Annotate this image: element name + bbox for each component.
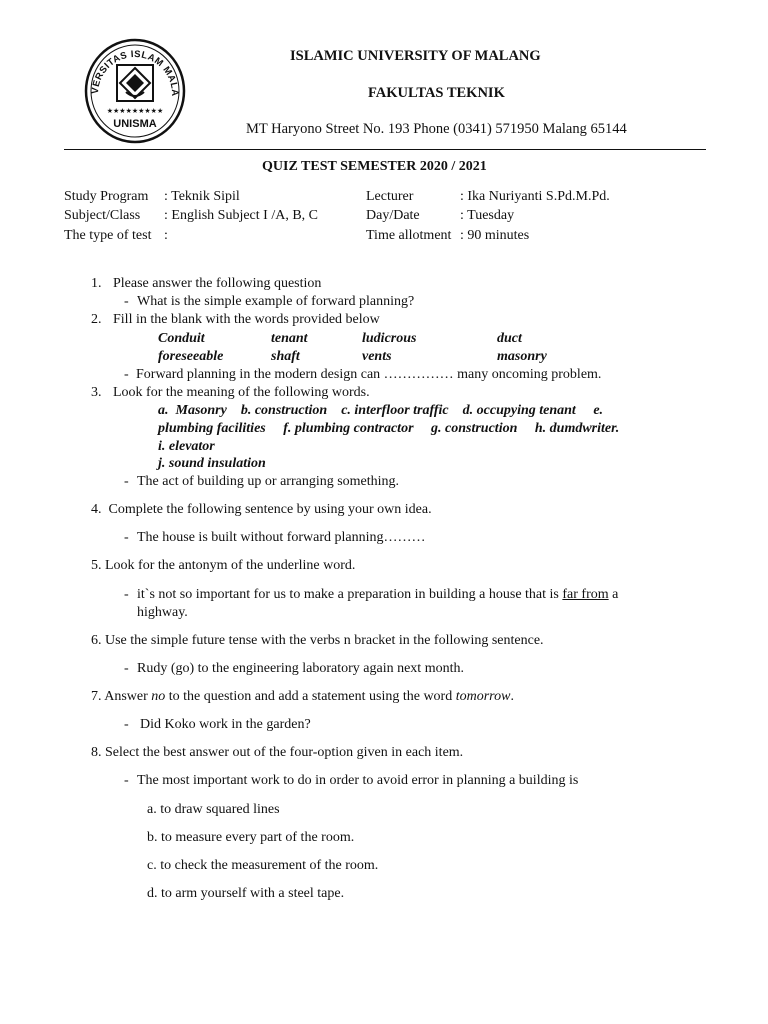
q5-sub xyxy=(137,587,618,603)
q5-sub-line-2: highway. xyxy=(137,605,188,620)
q4-sub: The house is built without forward planning……… xyxy=(137,530,426,545)
q4-dash: - xyxy=(124,530,129,545)
q7-dash: - xyxy=(124,717,129,732)
q8-dash: - xyxy=(124,773,129,788)
q2-word: shaft xyxy=(271,349,300,364)
university-name: ISLAMIC UNIVERSITY OF MALANG xyxy=(290,48,541,64)
time-allotment-value: : 90 minutes xyxy=(460,228,530,243)
lecturer-value: : Ika Nuriyanti S.Pd.M.Pd. xyxy=(460,189,610,204)
q7-text-c: . xyxy=(510,689,514,704)
q5-sub-after: a xyxy=(608,587,619,602)
q6-sub: Rudy (go) to the engineering laboratory again next month. xyxy=(137,661,464,676)
quiz-title: QUIZ TEST SEMESTER 2020 / 2021 xyxy=(262,159,487,174)
q7-text-b: to the question and add a statement using the word xyxy=(165,689,456,704)
q2-word: duct xyxy=(497,331,522,346)
q2-word: vents xyxy=(362,349,392,364)
seal-stars: ★★★★★★★★★ xyxy=(106,107,164,115)
q3-terms-line-3: i. elevator xyxy=(158,439,215,454)
q3-terms-line-4: j. sound insulation xyxy=(158,456,266,471)
q8-text: 8. Select the best answer out of the four-option given in each item. xyxy=(91,745,464,760)
q2-number: 2. xyxy=(91,312,102,327)
study-program-label: Study Program xyxy=(64,189,149,204)
q4-text: 4. Complete the following sentence by using your own idea. xyxy=(91,502,432,517)
q8-option: d. to arm yourself with a steel tape. xyxy=(147,886,345,901)
q2-word: foreseeable xyxy=(158,349,224,364)
q2-word: ludicrous xyxy=(362,331,417,346)
test-type-value: : xyxy=(164,228,168,243)
day-date-value: : Tuesday xyxy=(460,208,515,223)
q8-option: b. to measure every part of the room. xyxy=(147,830,355,845)
q2-word: Conduit xyxy=(158,331,205,346)
header-divider xyxy=(64,149,706,150)
q3-terms-line-1: a. Masonry b. construction c. interfloor traffic d. occupying tenant e. xyxy=(158,403,604,418)
faculty-name: FAKULTAS TEKNIK xyxy=(368,85,505,101)
study-program-value: : Teknik Sipil xyxy=(164,189,240,204)
seal-acronym: UNISMA xyxy=(113,118,157,130)
q7-word-no: no xyxy=(151,689,166,704)
q5-text: 5. Look for the antonym of the underline word. xyxy=(91,558,356,573)
q2-sub: Forward planning in the modern design can …………… many oncoming problem. xyxy=(136,367,602,382)
q5-underlined-word: far from xyxy=(562,587,609,602)
q3-dash: - xyxy=(124,474,129,489)
q2-word: tenant xyxy=(271,331,308,346)
q1-number: 1. xyxy=(91,276,102,291)
subject-label: Subject/Class xyxy=(64,208,141,223)
lecturer-label: Lecturer xyxy=(366,189,414,204)
university-seal-graphic xyxy=(84,38,186,144)
test-type-label: The type of test xyxy=(64,228,152,243)
q8-sub: The most important work to do in order to avoid error in planning a building is xyxy=(137,773,579,788)
q3-number: 3. xyxy=(91,385,102,400)
q5-dash: - xyxy=(124,587,129,602)
q2-dash: - xyxy=(124,367,129,382)
q2-text: Fill in the blank with the words provided below xyxy=(113,312,380,327)
day-date-label: Day/Date xyxy=(366,208,420,223)
q7-sub: Did Koko work in the garden? xyxy=(140,717,311,732)
q6-text: 6. Use the simple future tense with the verbs n bracket in the following sentence. xyxy=(91,633,544,648)
q1-text: Please answer the following question xyxy=(113,276,322,291)
university-address: MT Haryono Street No. 193 Phone (0341) 571950 Malang 65144 xyxy=(246,121,627,137)
q3-terms-line-2: plumbing facilities f. plumbing contractor g. construction h. dumdwriter. xyxy=(158,421,620,436)
q8-option: c. to check the measurement of the room. xyxy=(147,858,379,873)
q7-text-a: 7. Answer xyxy=(91,689,152,704)
q7-word-tomorrow: tomorrow xyxy=(455,689,511,704)
q2-word: masonry xyxy=(497,349,547,364)
university-seal-icon xyxy=(84,38,186,144)
time-allotment-label: Time allotment xyxy=(366,228,452,243)
q1-sub: What is the simple example of forward planning? xyxy=(137,294,415,309)
q3-sub: The act of building up or arranging something. xyxy=(137,474,400,489)
seal-ring-text: VERSITAS ISLAM MALA xyxy=(89,48,181,97)
q1-dash: - xyxy=(124,294,129,309)
subject-value: : English Subject I /A, B, C xyxy=(164,208,318,223)
q5-sub-before: it`s not so important for us to make a preparation in building a house that is xyxy=(137,587,563,602)
q7-text xyxy=(91,689,514,705)
q8-option: a. to draw squared lines xyxy=(147,802,280,817)
q3-text: Look for the meaning of the following words. xyxy=(113,385,370,400)
q6-dash: - xyxy=(124,661,129,676)
